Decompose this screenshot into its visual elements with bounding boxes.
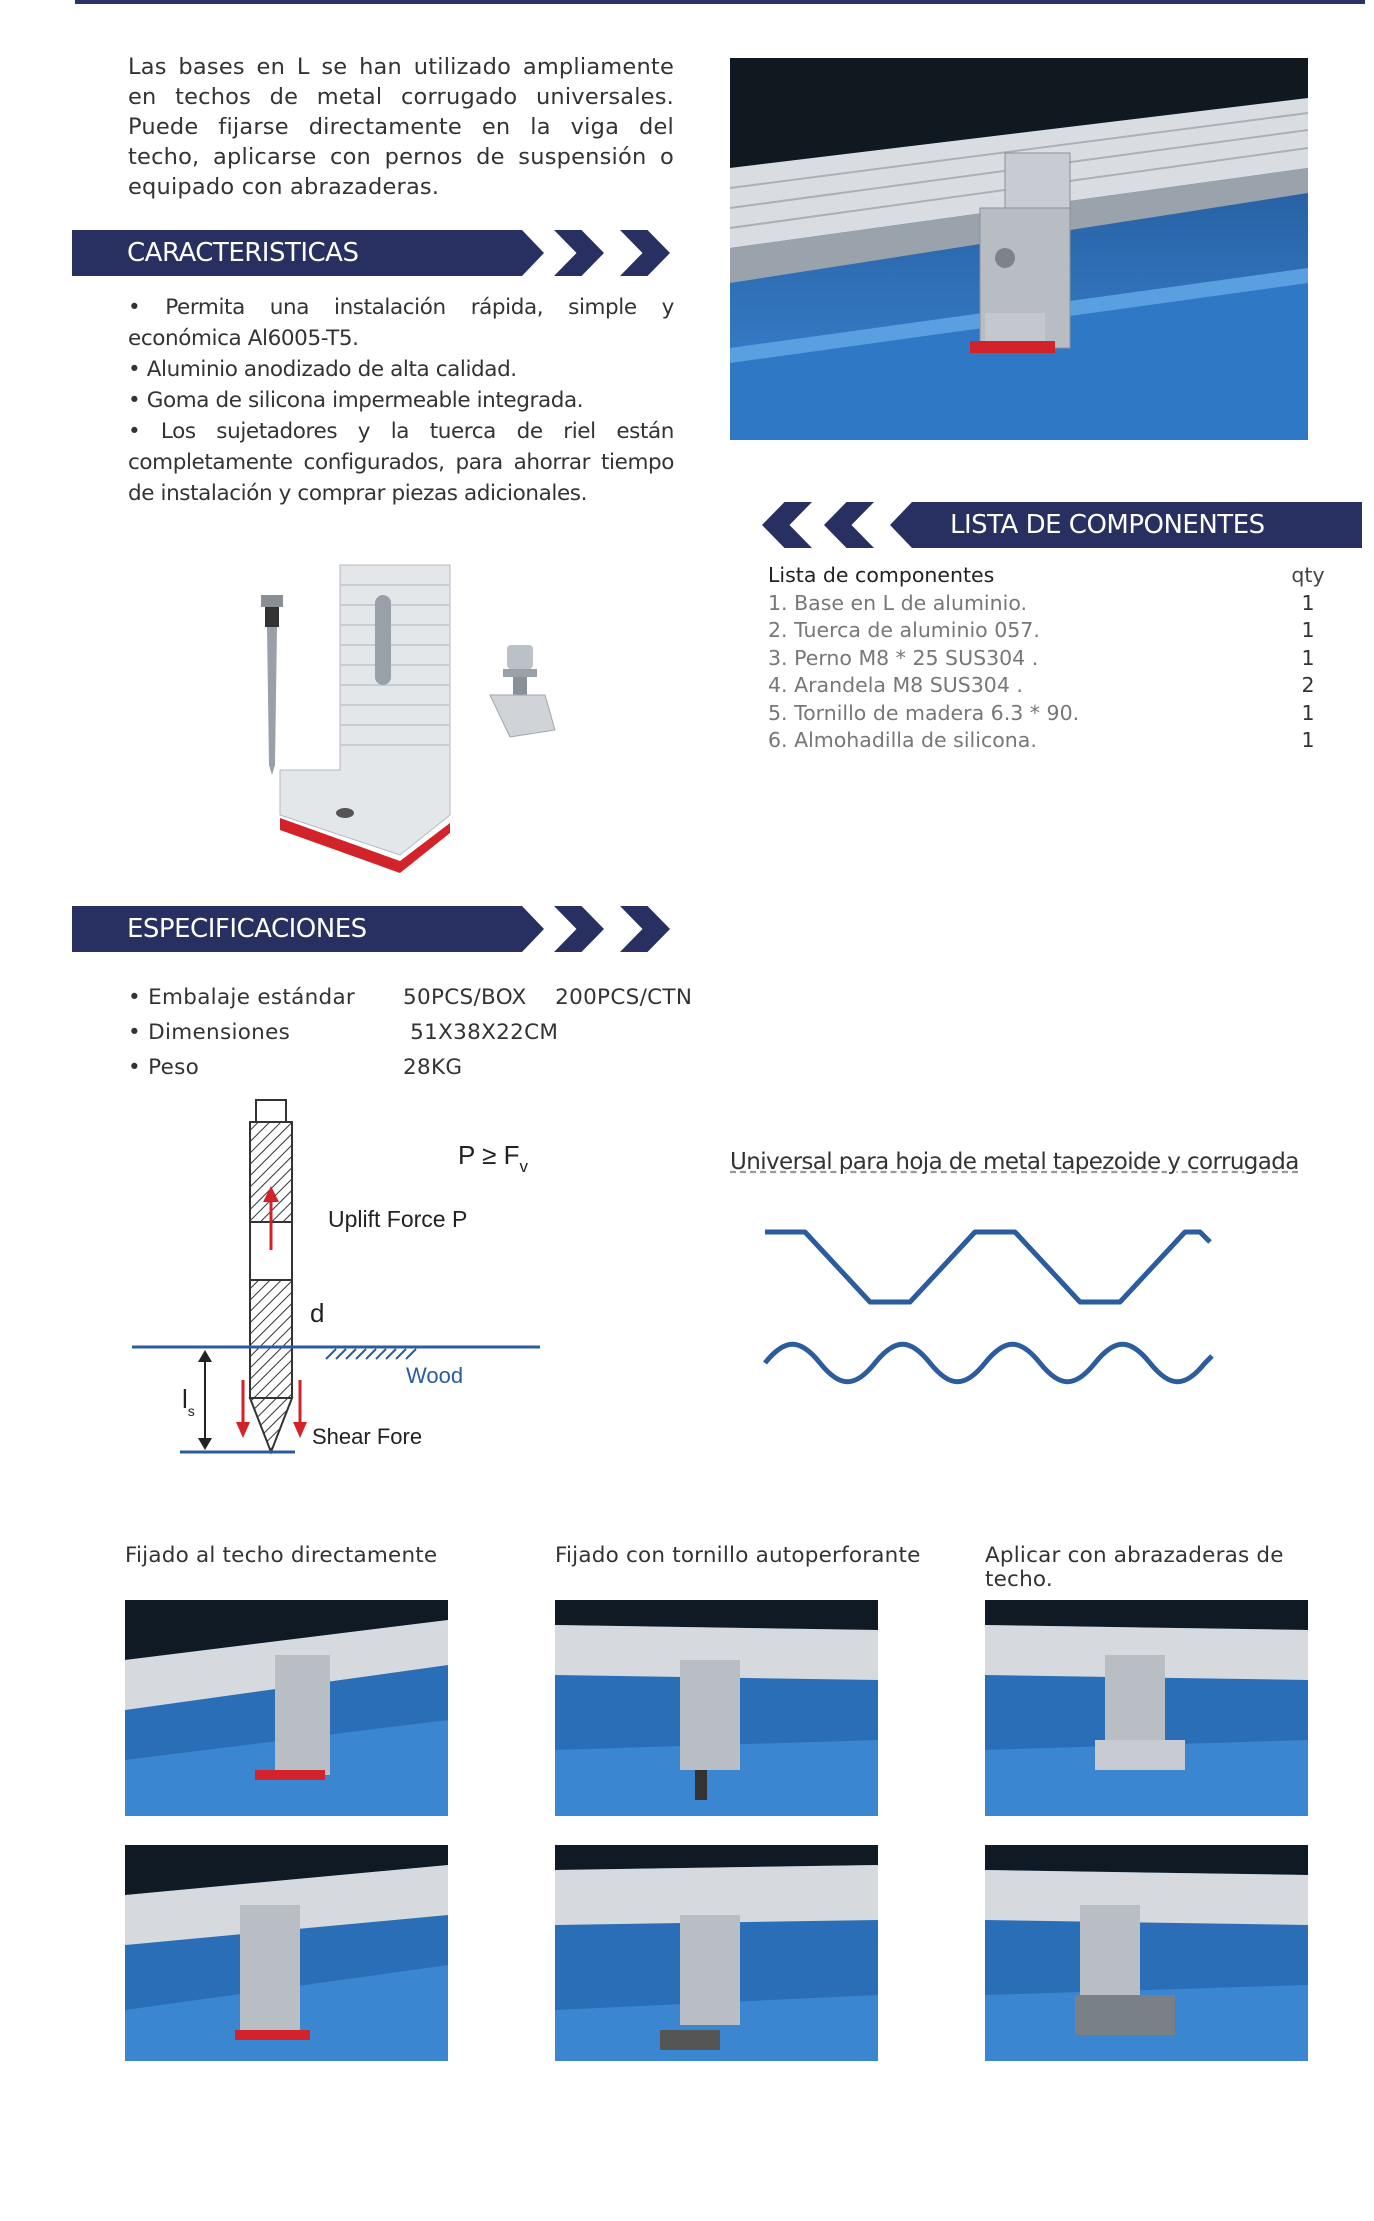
component-name: 5. Tornillo de madera 6.3 * 90. (768, 700, 1080, 725)
d-label: d (310, 1298, 325, 1328)
qty-header: qty (1291, 563, 1325, 587)
component-row (768, 645, 1328, 673)
component-name: 3. Perno M8 * 25 SUS304 . (768, 645, 1039, 670)
components-header-label: Lista de componentes (768, 563, 995, 587)
components-list (768, 562, 1328, 755)
corrugated-title: Universal para hoja de metal tapezoide y corrugada (730, 1149, 1299, 1175)
component-qty: 1 (1301, 728, 1315, 752)
chevron-left-icon (762, 502, 812, 548)
specs-list (128, 980, 728, 1085)
components-banner (762, 502, 1362, 548)
chevron-right-icon (554, 906, 604, 952)
spec-value: 51X38X22CM (403, 1020, 559, 1045)
roof-profile-waves (760, 1220, 1220, 1420)
product-mounted-photo (730, 58, 1308, 440)
spec-value: 50PCS/BOX 200PCS/CTN (403, 985, 693, 1010)
spec-label: • Embalaje estándar (128, 985, 356, 1010)
spec-value: 28KG (403, 1055, 463, 1080)
product-parts-image (245, 555, 575, 875)
spec-row (128, 980, 728, 1015)
feature-item: • Aluminio anodizado de alta calidad. (128, 357, 517, 382)
component-row (768, 700, 1328, 728)
component-name: 1. Base en L de aluminio. (768, 590, 1028, 615)
feature-item: • Los sujetadores y la tuerca de riel están completamente configurados, para ahorrar tiempo de instalación y comprar piezas adicionales. (128, 419, 674, 506)
chevron-right-icon (620, 230, 670, 276)
screw-head-icon (261, 595, 283, 607)
component-qty: 2 (1301, 673, 1315, 697)
install-photo-6 (985, 1845, 1308, 2061)
features-banner (72, 230, 672, 276)
intro-paragraph: Las bases en L se han utilizado ampliamente en techos de metal corrugado universales. Puede fijarse directamente en la viga del techo, aplicarse con pernos de suspensión o equipado con abrazaderas. (128, 54, 674, 200)
component-row (768, 727, 1328, 755)
svg-text:P ≥ Fv (458, 1140, 528, 1176)
mounted-bracket-image (730, 58, 1308, 440)
spec-row (128, 1050, 728, 1085)
screw-force-diagram (120, 1090, 560, 1510)
components-header (768, 562, 1328, 590)
component-qty: 1 (1301, 700, 1315, 725)
component-name: 2. Tuerca de aluminio 057. (768, 618, 1040, 642)
shear-label: Shear Fore (312, 1424, 423, 1449)
specs-title: ESPECIFICACIONES (127, 914, 367, 944)
component-qty: 1 (1301, 590, 1315, 615)
corrugated-wave (765, 1344, 1212, 1382)
formula-subscript: v (519, 1157, 528, 1176)
chevron-right-icon (554, 230, 604, 276)
install-photo-5 (555, 1845, 878, 2061)
specs-banner (72, 906, 672, 952)
uplift-label: Uplift Force P (328, 1206, 468, 1232)
component-name: 4. Arandela M8 SUS304 . (768, 673, 1023, 697)
features-title: CARACTERISTICAS (127, 238, 359, 268)
trapezoid-wave (765, 1232, 1210, 1302)
install-photo-2 (555, 1600, 878, 1816)
component-row (768, 590, 1328, 618)
component-row (768, 617, 1328, 645)
install-photo-4 (125, 1845, 448, 2061)
wood-label: Wood (406, 1363, 464, 1388)
spec-row (128, 1015, 728, 1050)
install-photo-3 (985, 1600, 1308, 1816)
top-rule (75, 0, 1365, 4)
spec-label: • Peso (128, 1055, 200, 1080)
component-row (768, 672, 1328, 700)
component-qty: 1 (1301, 618, 1315, 642)
svg-text:ls (182, 1384, 195, 1419)
spec-label: • Dimensiones (128, 1020, 291, 1045)
install-photo-1 (125, 1600, 448, 1816)
component-name: 6. Almohadilla de silicona. (768, 728, 1037, 752)
chevron-left-icon (824, 502, 874, 548)
caption-direct-fix: Fijado al techo directamente (125, 1543, 438, 1568)
features-list (128, 292, 674, 509)
components-title: LISTA DE COMPONENTES (950, 510, 1265, 540)
chevron-right-icon (620, 906, 670, 952)
caption-self-drilling: Fijado con tornillo autoperforante (555, 1543, 921, 1568)
caption-roof-clamp: Aplicar con abrazaderas de techo. (985, 1543, 1284, 1592)
component-qty: 1 (1301, 645, 1315, 670)
feature-item: • Permita una instalación rápida, simple y económica Al6005-T5. (128, 295, 674, 351)
feature-item: • Goma de silicona impermeable integrada. (128, 388, 584, 413)
ls-label: l (182, 1384, 188, 1414)
ls-subscript: s (187, 1403, 195, 1419)
formula-text: P ≥ F (458, 1140, 520, 1170)
